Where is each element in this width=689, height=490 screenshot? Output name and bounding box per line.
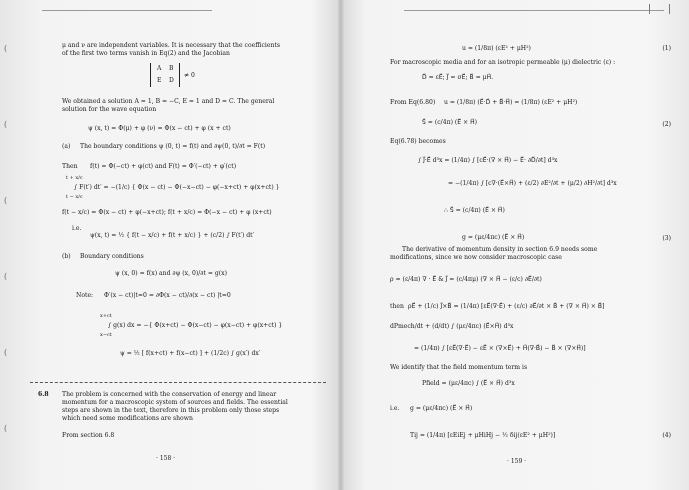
mechanical-momentum-equation: dPmech/dt + (d/dt) ∫ (με/4πc) (E⃗×H⃗) d³x [390,323,514,330]
identify-text: We identify that the field momentum term is [390,364,528,371]
then-equation: f(t) = Φ(−ct) + φ(ct) and F(t) = Φ′(−ct) + φ′(ct) [90,163,237,170]
ie-label: i.e. [72,225,82,232]
matrix-entry: A [157,65,162,72]
top-edge-mark [649,4,650,14]
then-label: then [390,303,404,310]
equation-number: (1) [662,45,671,52]
energy-density-equation: u = (1/8π) (εE² + μH²) [462,45,531,52]
problem-text-line: The problem is concerned with the conservation of energy and linear [62,391,277,398]
general-solution-equation: ψ (x, t) = Φ(μ) + φ (ν) = Φ(x − ct) + φ (x + ct) [88,125,231,132]
binding-hole: ( [4,348,8,357]
force-density-equation: ρE⃗ + (1/c) J⃗×B⃗ = (1/4π) [εE⃗(∇·E⃗) + (ε/c) ∂E⃗/∂t × B⃗ + (∇ × H⃗) × B⃗] [408,303,605,310]
part-b-label: (b) [62,253,71,260]
matrix-entry: B [169,65,174,72]
matrix-relation: ≠ 0 [184,72,195,79]
solution-line: solution for the wave equation [62,106,157,113]
jacobian-matrix [150,63,180,87]
left-page [0,0,338,490]
ie-label: i.e. [390,405,400,412]
psi-solution-a: ψ(x, t) = ½ { f(t − x/c) + f(t + x/c) } + (c/2) ∫ F(t′) dt′ [90,232,255,239]
integral-g-equation: ∫ g(x) dx = −{ Φ(x+ct) − Φ(x−ct) − φ(x−ct) + φ(x+ct) } [108,322,283,329]
matrix-entry: E [157,77,162,84]
binding-hole: ( [4,196,8,205]
problem-text-line: steps are shown in the text, therefore in this problem only those steps [62,407,280,414]
constitutive-relations: D⃗ = εE⃗; J⃗ = σE⃗; B⃗ = μH⃗. [422,74,494,81]
note-equation: Φ′(x − ct)|t=0 = ∂Φ(x − ct)/∂(x − ct) |t=0 [104,292,231,299]
f-relation-equation: f(t − x/c) = Φ(x − ct) + φ(−x+ct); f(t + x/c) = Φ(−x − ct) + φ (x+ct) [62,209,272,216]
binding-hole: ( [4,44,8,53]
right-page [344,0,689,490]
top-edge-mark [42,10,212,11]
boundary-conditions-b: ψ (x, 0) = f(x) and ∂ψ (x, 0)/∂t = g(x) [115,270,227,277]
from-section: From section 6.8 [62,432,115,439]
problem-text-line: which need some modifications are shown [62,415,193,422]
from-equation-label: From Eq(6.80) [390,99,436,106]
derivative-text-line: The derivative of momentum density in section 6.9 needs some [402,246,598,253]
int-g-upper-limit: x+ct [100,313,112,319]
part-a-label: (a) [62,143,71,150]
then-label: Then [62,163,78,170]
part-a-text: The boundary conditions ψ (0, t) = f(t) and ∂ψ(0, t)/∂t = F(t) [80,143,266,150]
equation-number: (2) [662,121,671,128]
top-edge-mark [669,4,670,14]
integral-equation: ∫ F(t′) dt′ = −(1/c) { Φ(x − ct) − Φ(−x−ct) − φ(−x+ct) + φ(x+ct) } [74,184,280,191]
u-equation: u = (1/8π) (E⃗·D⃗ + B⃗·H⃗) = (1/8π) (εE² + μH²) [444,99,578,106]
stress-tensor-equation: Tij = (1/4π) [εEiEj + μHiHj − ½ δij(εE² + μH²)] [410,432,556,439]
work-integral-expansion: = −(1/4π) ∫ [c∇·(E⃗×H⃗) + (ε/2) ∂E²/∂t + (μ/2) ∂H²/∂t] d³x [448,180,617,187]
charge-current-equations: ρ = (ε/4π) ∇ · E⃗ & J⃗ = (c/4πμ) (∇ × H⃗ − (ε/c) ∂E⃗/∂t) [390,276,542,283]
integral-lower-limit: t − x/c [66,194,83,200]
work-integral-equation: ∫ J⃗·E⃗ d³x = (1/4π) ∫ [cE⃗·(∇ × H⃗) − E⃗· ∂D⃗/∂t] d³x [418,157,558,164]
derivative-text-line: modifications, since we now consider macroscopic case [390,254,562,261]
note-label: Note: [76,292,94,299]
field-momentum-equation: Pfield = (με/4πc) ∫ (E⃗ × H⃗) d³x [422,380,515,387]
page-number: · 159 · [507,458,527,465]
section-divider [30,382,326,383]
problem-text-line: momentum for a macroscopic system of sources and fields. The essential [62,399,288,406]
intro-line: μ and ν are independent variables. It is necessary that the coefficients [62,42,280,49]
isotropic-media-text: For macroscopic media and for an isotropic permeable (μ) dielectric (ε) : [390,59,616,66]
part-b-text: Boundary conditions [80,253,144,260]
problem-number: 6.8 [38,391,49,398]
binding-hole: ( [4,272,8,281]
psi-solution-b: ψ = ½ [ f(x+ct) + f(x−ct) ] + (1/2c) ∫ g(x′) dx′ [120,350,261,357]
int-g-lower-limit: x−ct [100,332,112,338]
binding-hole: ( [4,120,8,129]
binding-hole: ( [4,424,8,433]
equation-number: (4) [662,432,671,439]
momentum-density-result: g = (με/4πc) (E⃗ × H⃗) [410,405,473,412]
mechanical-momentum-expansion: = (1/4π) ∫ [εE⃗(∇·E⃗) − εE⃗ × (∇×E⃗) + H⃗(∇·B⃗) − B⃗ × (∇×H⃗)] [414,345,586,352]
top-edge-mark [404,10,664,11]
therefore-s-equation: ∴ S⃗ = (c/4π) (E⃗ × H⃗) [444,207,505,214]
integral-upper-limit: t + x/c [66,175,83,181]
equation-number: (3) [662,235,671,242]
poynting-vector-equation: S⃗ = (c/4π) (E⃗ × H⃗) [422,119,478,126]
solution-line: We obtained a solution A = 1, B = −C, E = 1 and D = C. The general [62,98,275,105]
intro-line: of the first two terms vanish in Eq(2) and the Jacobian [62,50,230,57]
page-number: · 158 · [156,455,176,462]
equation-reference: Eq(6.78) becomes [390,138,446,145]
momentum-density-equation: g = (με/4πc) (E⃗ × H⃗) [462,234,525,241]
matrix-entry: D [169,77,174,84]
